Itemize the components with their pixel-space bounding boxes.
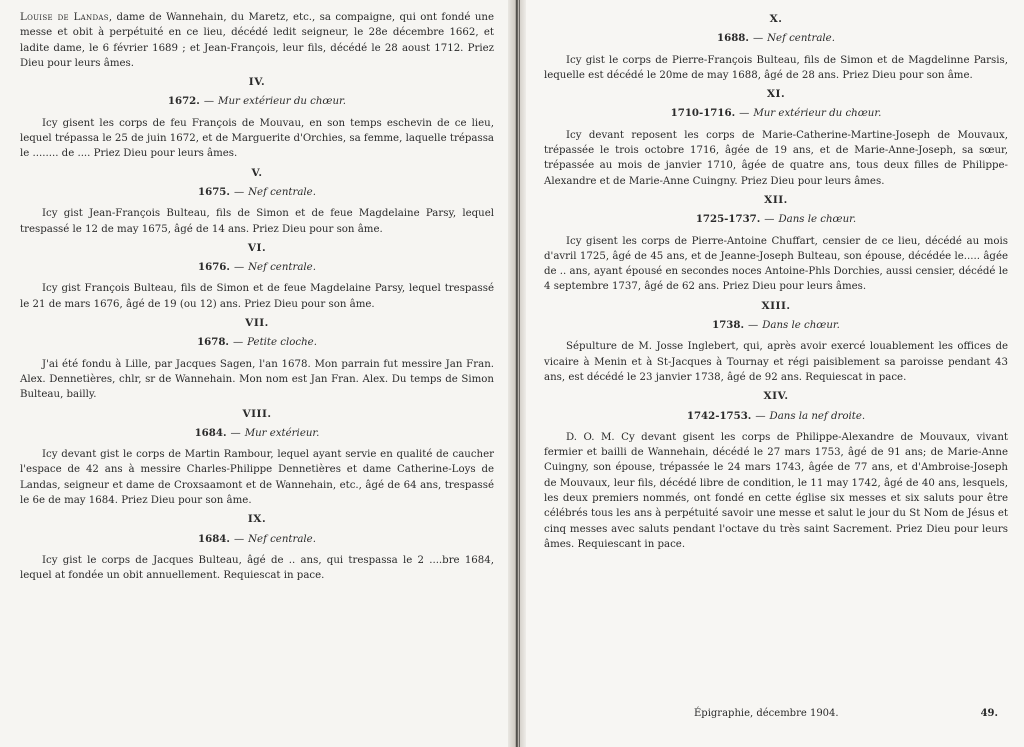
entry-year: 1688. <box>717 32 749 45</box>
page-footer <box>544 706 1008 721</box>
entry-location: Nef centrale. <box>767 33 835 45</box>
inscription-entry <box>20 166 494 237</box>
entry-year: 1684. <box>194 426 227 439</box>
entry-number: XIV. <box>763 390 789 403</box>
entry-number: VII. <box>245 317 269 330</box>
entry-dash: — <box>233 186 245 198</box>
inscription-entry <box>20 407 494 509</box>
right-entries <box>544 12 1008 552</box>
entry-location: Petite cloche. <box>247 337 317 349</box>
intro-name: Louise de Landas <box>20 12 109 23</box>
entry-heading <box>544 106 1008 121</box>
entry-year: 1675. <box>198 185 230 198</box>
entry-location: Mur extérieur du chœur. <box>753 108 882 120</box>
entry-text: Icy gist François Bulteau, fils de Simon et de feue Magdelaine Parsy, lequel trespassé le 21 de mars 1676, âgé de 19 (ou 12) ans. Priez Dieu pour son âme. <box>20 283 494 310</box>
entry-dash: — <box>752 33 764 45</box>
entry-year: 1725-1737. <box>695 213 761 226</box>
entry-heading <box>544 212 1008 227</box>
inscription-entry <box>544 389 1008 552</box>
entry-number: XII. <box>764 193 788 206</box>
entry-text: D. O. M. Cy devant gisent les corps de Philippe-Alexandre de Mouvaux, vivant fermier et bailli de Wannehain, décédé le 27 mars 1753, âgé de 91 ans; de Marie-Anne Cuingny, son épouse, trépassée le 24 mars 1743, âgée de 77 ans, et d'Ambroise-Joseph de Mouvaux, leur fils, décédé libre de condition, le 11 may 1742, âgé de 40 ans, lesquels, les deux premiers nommés, ont fondé en cette église six messes et six saluts pour être célébrés tous les ans à perpétuité savoir une messe et salut le jour du St Nom de Jésus et cinq messes avec saluts pendant l'octave du très saint Sacrement. Priez Dieu pour leurs âmes. Requiescant in pace. <box>544 431 1008 550</box>
entry-year: 1672. <box>167 95 200 108</box>
inscription-entry <box>20 512 494 583</box>
entry-dash: — <box>230 427 241 439</box>
inscription-entry <box>544 193 1008 295</box>
entry-year: 1710-1716. <box>670 107 736 120</box>
entry-text: Icy gist le corps de Pierre-François Bulteau, fils de Simon et de Magdelinne Parsis, lequelle est décédé le 20me de may 1688, âgé de 28 ans. Priez Dieu pour son âme. <box>544 54 1008 81</box>
entry-text: Icy devant gist le corps de Martin Rambour, lequel ayant servie en qualité de caucher l'espace de 42 ans à messire Charles-Philippe Dennetières et dame Catherine-Loys de Landas, seigneur et dame de Croxsaamont et de Wannehain, etc., âgé de 64 ans, trespassé le 6e de may 1684. Priez Dieu pour son âme. <box>20 449 494 507</box>
entry-number: IX. <box>247 513 267 526</box>
inscription-entry <box>20 241 494 312</box>
entry-number: X. <box>769 13 783 25</box>
entry-number: XIII. <box>761 299 791 312</box>
entry-dash: — <box>233 262 245 274</box>
entry-number: IV. <box>248 76 266 89</box>
entry-text: Icy gist Jean-François Bulteau, fils de Simon et de feue Magdelaine Parsy, lequel trespassé le 12 de may 1675, âgé de 14 ans. Priez Dieu pour son âme. <box>20 208 494 235</box>
entry-dash: — <box>232 337 244 349</box>
entry-dash: — <box>764 214 775 226</box>
entry-heading <box>20 532 494 547</box>
entry-text: Sépulture de M. Josse Inglebert, qui, après avoir exercé louablement les offices de vicaire à Menin et à St-Jacques à Tournay et régi paisiblement sa paroisse pendant 43 ans, est décédé le 23 janvier 1738, âgé de 92 ans. Requiescat in pace. <box>544 341 1008 383</box>
entry-number: V. <box>251 166 263 179</box>
entry-year: 1742-1753. <box>686 409 752 422</box>
entry-heading <box>544 318 1008 333</box>
entry-heading <box>544 409 1008 424</box>
entry-location: Nef centrale. <box>248 262 316 274</box>
page-number: 49. <box>980 707 998 719</box>
entry-heading <box>20 185 494 200</box>
entry-location: Dans le chœur. <box>762 320 840 332</box>
entry-dash: — <box>203 96 215 108</box>
entry-heading <box>20 260 494 275</box>
left-entries <box>20 75 494 583</box>
entry-text: J'ai été fondu à Lille, par Jacques Sagen, l'an 1678. Mon parrain fut messire Jan Fran. Alex. Dennetières, chlr, sr de Wannehain. Mon nom est Jan Fran. Alex. Du temps de Simon Bulteau, bailly. <box>20 358 494 401</box>
entry-dash: — <box>233 533 245 545</box>
entry-year: 1676. <box>198 261 230 274</box>
right-page <box>526 0 1024 747</box>
inscription-entry <box>544 87 1008 189</box>
inscription-entry <box>544 12 1008 83</box>
entry-heading <box>544 31 1008 46</box>
inscription-entry <box>20 316 494 402</box>
entry-text: Icy gist le corps de Jacques Bulteau, âgé de .. ans, qui trespassa le 2 ....bre 1684, lequel at fondée un obit annuellement. Requiescat in pace. <box>20 554 494 582</box>
entry-year: 1738. <box>712 319 745 332</box>
entry-text: Icy devant reposent les corps de Marie-Catherine-Martine-Joseph de Mouvaux, trépassée le trois octobre 1716, âgée de 19 ans, et de Marie-Anne-Joseph, sa sœur, trépassée au mois de janvier 1710, âgée de quatre ans, tous deux filles de Philippe-Alexandre et de Marie-Anne Cuingny. Priez Dieu pour leurs âmes. <box>544 129 1008 187</box>
entry-number: XI. <box>766 88 786 101</box>
entry-location: Mur extérieur du chœur. <box>218 96 347 108</box>
entry-dash: — <box>739 108 750 120</box>
intro-text: , dame de Wannehain, du Maretz, etc., sa compaigne, qui ont fondé une messe et obit à perpétuité en ce lieu, décédé ledit seigneur, le 28e décembre 1662, et ladite dame, le 6 février 1689 ; et Jean-François, leur fils, décédé le 28 aoust 1712. Priez Dieu pour leurs âmes. <box>20 12 494 69</box>
entry-number: VIII. <box>242 407 272 420</box>
entry-location: Nef centrale. <box>248 186 316 198</box>
entry-year: 1684. <box>198 532 230 545</box>
entry-dash: — <box>755 410 766 422</box>
entry-dash: — <box>748 320 759 332</box>
book-gutter <box>508 0 526 747</box>
entry-heading <box>20 94 494 109</box>
left-page <box>0 0 508 747</box>
entry-text: Icy gisent les corps de Pierre-Antoine Chuffart, censier de ce lieu, décédé au mois d'avril 1725, âgé de 45 ans, et de Jeanne-Joseph Bulteau, son épouse, décédée le..... âgée de .. ans, ayant épousé en secondes noces Antoine-Phls Dorchies, aussi censier, décédé le 4 septembre 1737, âgé de 62 ans. Priez Dieu pour leurs âmes. <box>544 235 1008 293</box>
inscription-entry <box>20 75 494 161</box>
entry-location: Dans la nef droite. <box>769 410 866 422</box>
entry-number: VI. <box>247 241 267 254</box>
entry-location: Nef centrale. <box>248 533 316 545</box>
entry-location: Mur extérieur. <box>244 427 320 439</box>
footer-publication: Épigraphie, décembre 1904. <box>694 707 839 719</box>
inscription-entry <box>544 299 1008 385</box>
entry-year: 1678. <box>197 336 229 349</box>
entry-location: Dans le chœur. <box>778 214 857 226</box>
entry-text: Icy gisent les corps de feu François de Mouvau, en son temps eschevin de ce lieu, lequel trépassa le 25 de juin 1672, et de Marguerite d'Orchies, sa femme, laquelle trépassa le ........ de .... Priez Dieu pour leurs âmes. <box>20 117 494 160</box>
entry-heading <box>20 426 494 441</box>
intro-paragraph <box>20 10 494 71</box>
entry-heading <box>20 335 494 350</box>
